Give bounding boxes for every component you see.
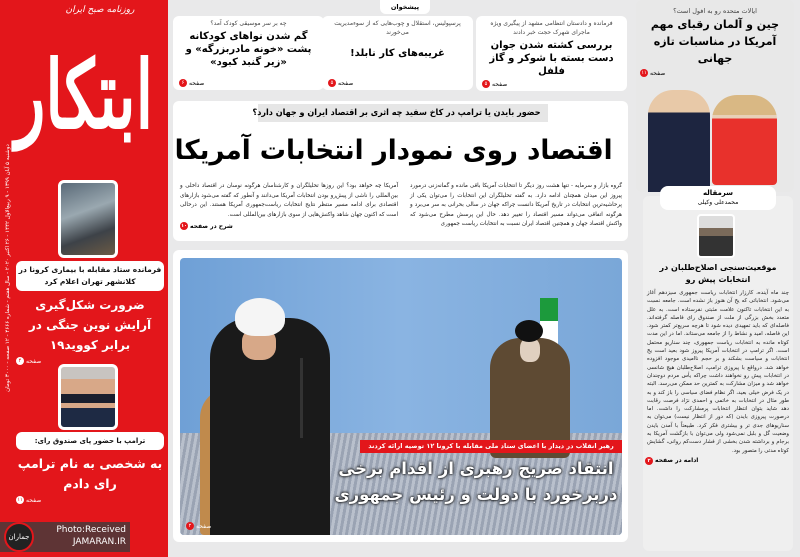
page-number: ۲ [645, 457, 653, 465]
editorial-body: چند ماه آینده، کارزار انتخابات ریاست جمهوری سیزدهم آغاز می‌شود. انتخاباتی که یخ آن هنوز باز نشده است. جامعه نسبت به این انتخابات تاکنون علامت مثبتی نفرستاده است. به علل متعدد بخش بزرگی از ملت از صندوق رای فاصله گرفته‌اند. فاصله‌ای که باید تمهیدی دیده شود تا هرچه سریع‌تر کمتر شود. این فاصله، امید و نشاط را از جامعه می‌ستاند. اما در این مدت کوتاه مانده به انتخابات ریاست جمهوری، چند سناریو محتمل است. اگر ترامپ در انتخابات آمریکا پیروز شود بعید است یخ انتخابات و سیاست بشکند و بر حجم ناامیدی موجود افزوده خواهد شد. درواقع با پیروزی ترامپ، اصلاح‌طلبان هیچ شانسی در انتخابات پیش رو نخواهند داشت چراکه یأس مردم دوچندان خواهد شد و میزان مشارکت به کمترین حد ممکن می‌رسد. البته در یک فرض خیلی بعید، اگر نظام فضای سیاسی را باز کند و به طور مثال در انتخابات به خاتمی و احمدی نژاد فرصت رقابت دهد شاید بتوان انتظار انتخابات پرمشارکت را داشت. اما درصورت پیروزی بایدن (که دور از انتظار نیست) می‌توان به سناریوهای جدی تر و بیشتری فکر کرد. طبیعتاً با آمدن بایدن وضعیت گل و بلبل نمی‌شود ولی می‌توان با بازگشت آمریکا به برجام و برداشته شدن بخشی از فشار دست‌کم روانی، گشایش کوتاه مدتی را متصور بود. [647, 290, 789, 454]
world-headline[interactable]: چین و آلمان رقبای مهم آمریکا در مناسبات تازه جهانی [650, 18, 780, 65]
photo-kicker-box [360, 440, 622, 453]
editorial-text [645, 262, 791, 465]
page-ref [328, 77, 353, 87]
editorial-author: محمدعلی وکیلی [697, 199, 739, 206]
newspaper-logo: ابتکار [15, 39, 154, 150]
teaser-title: غریبه‌های کار نابلد! [350, 48, 445, 59]
continued-link[interactable] [645, 457, 698, 465]
page-number: ۱۱ [641, 70, 647, 76]
page-number: ۲ [186, 522, 194, 530]
white-turban [235, 298, 285, 336]
world-story-text [640, 6, 790, 77]
teaser-kicker: چه بر سر موسیقی کودک آمد؟ [210, 20, 287, 27]
page-ref [179, 77, 204, 87]
main-kicker: حضور بایدن یا ترامپ در کاخ سفید چه اثری بر اقتصاد ایران و جهان دارد؟ [252, 108, 541, 118]
main-headline[interactable]: اقتصاد روی نمودار انتخابات آمریکا [174, 135, 613, 166]
main-body-col2: آمریکا چه خواهد بود؟ این روزها تحلیلگران و کارشناسان هرگونه نوسان در اقتصاد داخلی و بین‌المللی را ناشی از پیش‌رو بودن انتخابات آمریکا می‌دانند و آنطور که گفته می‌شود بازارهای اقتصادی برای ادامه مسیر منتظر نتایج انتخابات ریاست‌جمهوری آمریکا هستند. این درحالی است که اکنون جهان شاهد واکنش‌هایی از سوی بازارهای بین‌المللی است. [180, 183, 398, 218]
tagline: روزنامه صبح ایران [65, 5, 135, 15]
page-ref [482, 78, 507, 88]
page-label: ادامه در صفحه [655, 457, 699, 465]
watermark-line1: Photo:Received [56, 525, 126, 535]
main-headline-box [174, 126, 620, 176]
watermark-line2: JAMARAN.IR [72, 537, 126, 547]
covid-war-headline[interactable]: ضرورت شکل‌گیری آرایش نوین جنگی در برابر کووید۱۹ [28, 298, 152, 352]
page-label: صفحه [338, 79, 354, 87]
page-label: صفحه [650, 69, 666, 77]
page-number: ۵ [482, 80, 490, 88]
trump-vote-headline[interactable]: به شخصی به نام ترامپ رای دادم [17, 456, 163, 491]
microphone-stand [300, 358, 303, 438]
teaser-card[interactable] [476, 16, 627, 91]
dateline: دوشنبه ۵ آبان ۱۳۹۹ - ۹ ربیع‌الاول ۱۴۴۲ - ۲۶ اکتبر ۲۰۲۰ - سال هفتم - شماره ۴۶۶۶ - ۱۲ صفحه - ۳۰۰۰ تومان [5, 144, 11, 392]
page-ref [640, 69, 665, 77]
page-label: صفحه [26, 496, 42, 504]
page-label: شرح در صفحه [190, 222, 233, 230]
photo-headline[interactable]: انتقاد صریح رهبری از اقدام برخی دربرخورد با دولت و رئیس جمهوری [334, 459, 618, 504]
covid-ward-photo[interactable] [58, 180, 118, 258]
world-kicker: ایالات متحده رو به افول است؟ [673, 7, 757, 15]
page-label: صفحه [196, 522, 212, 530]
teaser-title: گم شدن نواهای کودکانه پشت «خونه مادربزرگه» و «زیر گنبد کبود» [185, 31, 312, 68]
teaser-title: بررسی کشته شدن جوان دست بسته با شوکر و گاز فلفل [489, 40, 614, 77]
page-ref [16, 357, 41, 365]
teaser-card[interactable] [322, 16, 473, 90]
photo-kicker: رهبر انقلاب در دیدار با اعضای ستاد ملی مقابله با کرونا ۱۲ توصیه ارائه کردند [368, 442, 614, 450]
page-label: صفحه [189, 79, 205, 87]
page-ref [186, 522, 211, 530]
editorial-section: سرمقاله [702, 189, 734, 197]
black-turban [515, 320, 543, 342]
page-number: ۶ [179, 79, 187, 87]
xi-jinping-photo [648, 90, 710, 192]
teaser-kicker: پرسپولیس، استقلال و چوب‌هایی که از سوءمدیریت می‌خورند [334, 20, 461, 36]
page-label: صفحه [492, 80, 508, 88]
page-number: ۵ [328, 79, 336, 87]
trump-vote-story [16, 454, 164, 504]
trump-caption[interactable]: ترامپ با حضور پای صندوق رای: [16, 432, 164, 450]
author-photo [697, 214, 735, 258]
editorial-title[interactable]: موقعیت‌سنجی اصلاح‌طلبان در انتخابات پیش رو [659, 263, 777, 284]
merkel-photo [712, 95, 777, 185]
jamaran-logo: جماران [4, 522, 34, 552]
main-kicker-box [252, 104, 548, 122]
page-number: ۴ [16, 357, 24, 365]
teaser-kicker: فرمانده و دادستان انتظامی مشهد از پیگیری ویژه ماجرای شهرک حجت خبر دادند [490, 20, 613, 36]
page-ref [16, 496, 41, 504]
masthead-column [0, 0, 168, 557]
main-body-col1: گروه بازار و سرمایه - تنها هشت روز دیگر تا انتخابات آمریکا باقی مانده و گمانه‌زنی درمورد پیروز این میدان همچنان ادامه دارد. به گفته تحلیلگران این انتخابات را می‌توان یکی از پرحاشیه‌ترین انتخابات در تاریخ آمریکا دانست چراکه جهان در سالی بحرانی به سر می‌برد و هرگونه اتفاقی می‌تواند مسیر اقتصاد را تغییر دهد. حال این پرسش مطرح می‌شود که واکنش اقتصاد جهان و همچنین اقتصاد ایران نسبت به انتخابات ریاست جمهوری [410, 183, 622, 227]
continued-link[interactable] [180, 222, 233, 230]
editorial-label [660, 186, 776, 210]
covid-war-story [16, 295, 164, 365]
teaser-card[interactable] [173, 16, 324, 90]
page-number: ۱۰ [180, 223, 188, 229]
main-body-col2-wrap [180, 182, 398, 230]
covid-caption[interactable]: فرمانده ستاد مقابله با بیماری کرونا در کلانشهر تهران اعلام کرد [16, 261, 164, 291]
pishkhan-label: پیشخوان [380, 0, 430, 14]
page-label: صفحه [26, 357, 42, 365]
trump-photo[interactable] [58, 364, 118, 430]
page-number: ۱۱ [17, 497, 23, 503]
